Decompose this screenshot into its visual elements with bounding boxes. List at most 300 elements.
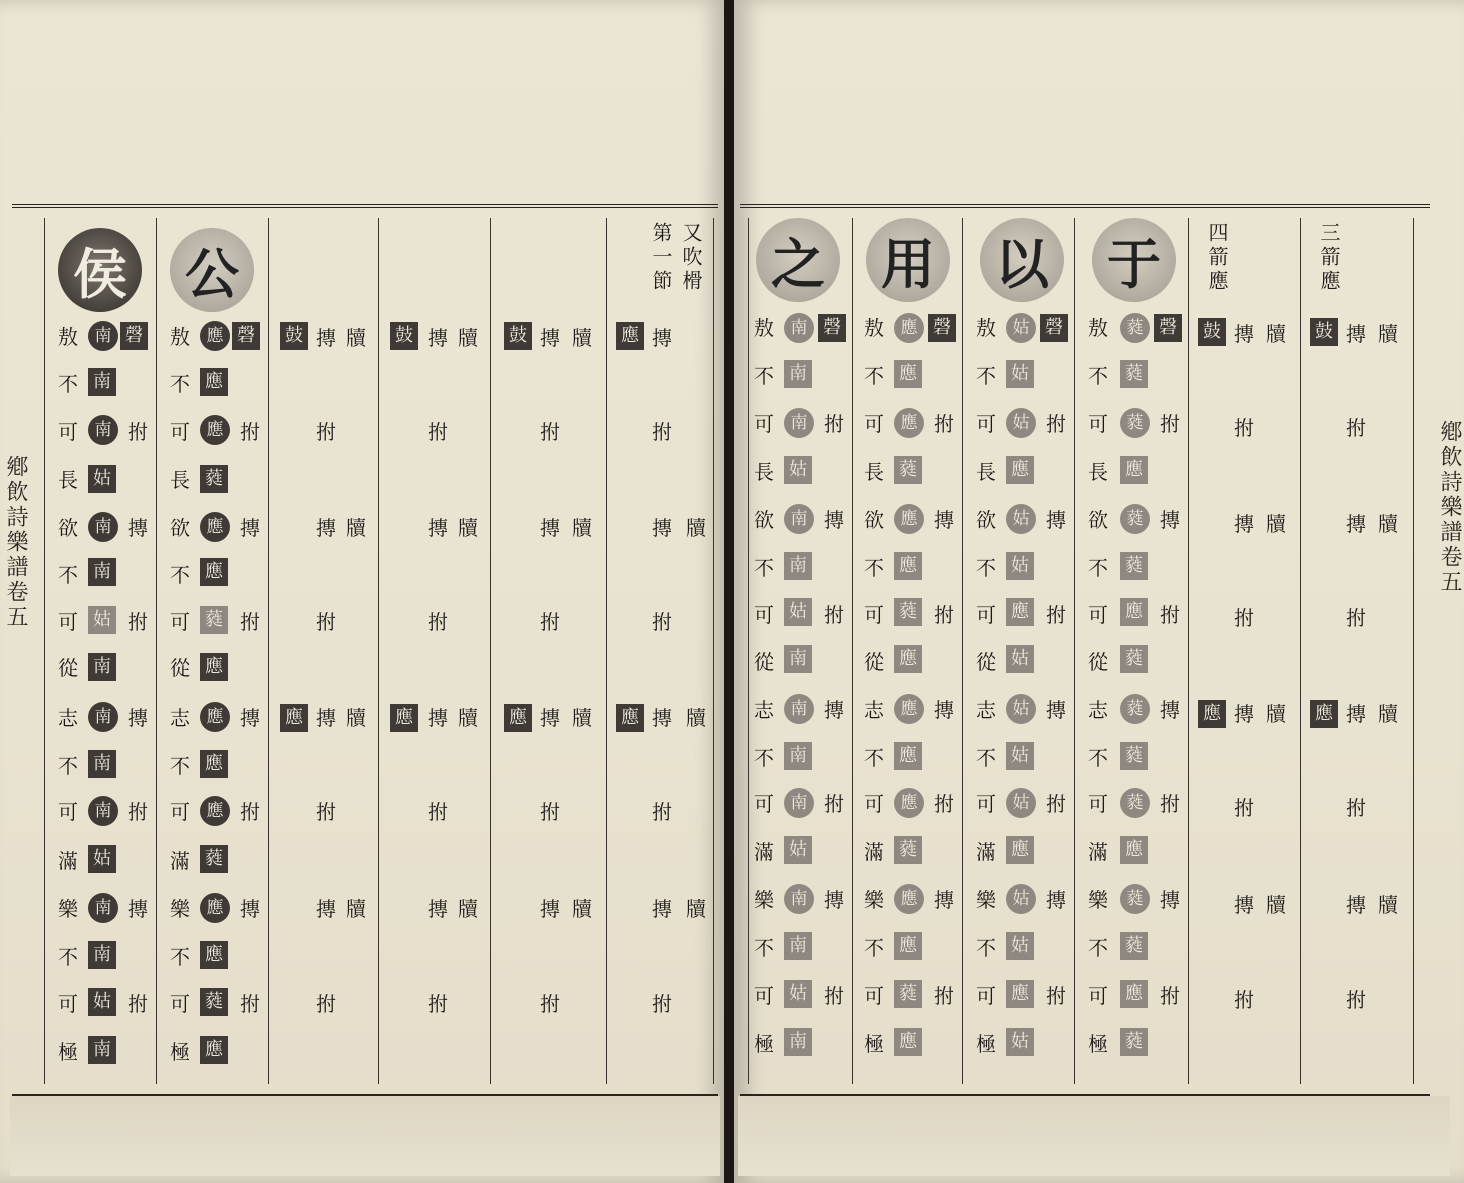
lyric: 不 <box>1088 364 1108 388</box>
note: 蕤 <box>200 845 228 873</box>
mark: 拊 <box>1046 984 1066 1008</box>
lyric: 可 <box>976 603 996 627</box>
right-bottom-band <box>738 1096 1450 1176</box>
lyric: 志 <box>1088 698 1108 722</box>
lyric: 志 <box>864 698 884 722</box>
note: 南 <box>88 368 116 396</box>
mark: 牘 <box>572 706 592 730</box>
lyric: 不 <box>170 945 190 969</box>
mark: 摶 <box>428 706 448 730</box>
mark: 拊 <box>824 792 844 816</box>
ying-box: 應 <box>616 704 644 732</box>
mark: 拊 <box>240 800 260 824</box>
note: 姑 <box>784 456 812 484</box>
head-box: 磬 <box>818 314 846 342</box>
note: 應 <box>200 1036 228 1064</box>
ying-box: 應 <box>504 704 532 732</box>
note: 蕤 <box>894 456 922 484</box>
note: 蕤 <box>1120 504 1150 534</box>
lyric: 不 <box>754 746 774 770</box>
lyric: 極 <box>170 1040 190 1064</box>
note: 南 <box>784 552 812 580</box>
mark: 拊 <box>1346 796 1366 820</box>
mark: 牘 <box>1378 322 1398 346</box>
lyric: 敖 <box>1088 316 1108 340</box>
lyric: 從 <box>170 656 190 680</box>
mark: 拊 <box>1160 603 1180 627</box>
lyric: 欲 <box>864 508 884 532</box>
note: 蕤 <box>894 598 922 626</box>
mark: 拊 <box>652 992 672 1016</box>
seal-zhi: 之 <box>756 218 840 302</box>
note: 南 <box>88 512 118 542</box>
lyric: 從 <box>1088 650 1108 674</box>
gu-box: 鼓 <box>280 322 308 350</box>
note: 姑 <box>1006 932 1034 960</box>
lyric: 不 <box>754 556 774 580</box>
gu-box: 鼓 <box>1198 318 1226 346</box>
note: 南 <box>784 504 814 534</box>
mark: 摶 <box>1234 512 1254 536</box>
mark: 牘 <box>572 897 592 921</box>
note: 姑 <box>1006 408 1036 438</box>
lyric: 不 <box>1088 556 1108 580</box>
note: 應 <box>200 941 228 969</box>
mark: 摶 <box>240 516 260 540</box>
lyric: 極 <box>754 1032 774 1056</box>
mark: 拊 <box>934 603 954 627</box>
mark: 拊 <box>652 420 672 444</box>
lyric: 可 <box>864 412 884 436</box>
lyric: 可 <box>976 412 996 436</box>
mark: 拊 <box>1234 796 1254 820</box>
mark: 摶 <box>1346 512 1366 536</box>
lyric: 可 <box>754 412 774 436</box>
mark: 牘 <box>1266 702 1286 726</box>
head-box: 磬 <box>1154 314 1182 342</box>
note: 應 <box>1120 598 1148 626</box>
mark: 拊 <box>1046 412 1066 436</box>
mark: 拊 <box>128 610 148 634</box>
ying-box: 應 <box>390 704 418 732</box>
lyric: 樂 <box>170 897 190 921</box>
seal-gong: 公 <box>170 228 254 312</box>
note: 應 <box>200 512 230 542</box>
lyric: 可 <box>976 792 996 816</box>
right-col-5 <box>1188 218 1301 1084</box>
mark: 拊 <box>428 610 448 634</box>
head-box: 磬 <box>928 314 956 342</box>
lyric: 樂 <box>976 888 996 912</box>
mark: 牘 <box>572 516 592 540</box>
note: 應 <box>200 321 230 351</box>
note: 蕤 <box>1120 408 1150 438</box>
note: 姑 <box>1006 788 1036 818</box>
lyric: 可 <box>1088 603 1108 627</box>
lyric: 不 <box>1088 746 1108 770</box>
mark: 牘 <box>458 897 478 921</box>
lyric: 滿 <box>976 840 996 864</box>
mark: 摶 <box>540 326 560 350</box>
lyric: 長 <box>58 468 78 492</box>
lyric: 可 <box>754 792 774 816</box>
mark: 拊 <box>934 792 954 816</box>
note: 蕤 <box>1120 884 1150 914</box>
mark: 拊 <box>1234 988 1254 1012</box>
mark: 拊 <box>316 800 336 824</box>
header-line-1: 又吹榾 <box>679 222 703 294</box>
note: 蕤 <box>1120 645 1148 673</box>
note: 應 <box>200 796 230 826</box>
mark: 拊 <box>1234 416 1254 440</box>
note: 蕤 <box>200 606 228 634</box>
note: 姑 <box>1006 360 1034 388</box>
mark: 牘 <box>1378 893 1398 917</box>
lyric: 長 <box>754 460 774 484</box>
mark: 拊 <box>824 412 844 436</box>
mark: 拊 <box>1346 988 1366 1012</box>
lyric: 極 <box>1088 1032 1108 1056</box>
lyric: 不 <box>976 936 996 960</box>
mark: 拊 <box>240 420 260 444</box>
mark: 摶 <box>1346 322 1366 346</box>
right-col-6 <box>1300 218 1414 1084</box>
ying-box: 應 <box>1198 700 1226 728</box>
mark: 拊 <box>240 992 260 1016</box>
mark: 摶 <box>824 698 844 722</box>
mark: 牘 <box>458 706 478 730</box>
note: 應 <box>894 884 924 914</box>
lyric: 敖 <box>170 325 190 349</box>
mark: 摶 <box>428 516 448 540</box>
left-side-label: 鄕飲詩樂譜卷五 <box>3 455 28 630</box>
mark: 摶 <box>652 326 672 350</box>
lyric: 不 <box>58 372 78 396</box>
note: 應 <box>894 552 922 580</box>
mark: 拊 <box>540 420 560 444</box>
lyric: 不 <box>864 556 884 580</box>
right-page <box>734 0 1464 1183</box>
note: 姑 <box>1006 1028 1034 1056</box>
note: 南 <box>88 702 118 732</box>
note: 姑 <box>1006 552 1034 580</box>
mark: 摶 <box>128 516 148 540</box>
note: 應 <box>894 645 922 673</box>
lyric: 可 <box>976 984 996 1008</box>
lyric: 志 <box>58 706 78 730</box>
mark: 摶 <box>934 698 954 722</box>
mark: 牘 <box>1266 322 1286 346</box>
lyric: 不 <box>58 945 78 969</box>
note: 應 <box>1006 836 1034 864</box>
mark: 牘 <box>686 706 706 730</box>
lyric: 不 <box>170 563 190 587</box>
mark: 摶 <box>240 706 260 730</box>
lyric: 欲 <box>170 516 190 540</box>
lyric: 不 <box>170 754 190 778</box>
lyric: 可 <box>1088 412 1108 436</box>
mark: 拊 <box>1346 416 1366 440</box>
mark: 拊 <box>1346 606 1366 630</box>
note: 南 <box>88 750 116 778</box>
lyric: 可 <box>754 984 774 1008</box>
note: 應 <box>200 558 228 586</box>
note: 南 <box>88 893 118 923</box>
mark: 摶 <box>316 706 336 730</box>
mark: 摶 <box>540 706 560 730</box>
lyric: 欲 <box>1088 508 1108 532</box>
lyric: 不 <box>58 754 78 778</box>
mark: 拊 <box>128 992 148 1016</box>
mark: 牘 <box>1378 702 1398 726</box>
note: 姑 <box>88 845 116 873</box>
gu-box: 鼓 <box>1310 318 1338 346</box>
lyric: 從 <box>976 650 996 674</box>
note: 應 <box>200 653 228 681</box>
mark: 牘 <box>686 897 706 921</box>
lyric: 志 <box>754 698 774 722</box>
lyric: 不 <box>864 746 884 770</box>
mark: 牘 <box>346 516 366 540</box>
note: 應 <box>200 893 230 923</box>
lyric: 極 <box>58 1040 78 1064</box>
lyric: 欲 <box>976 508 996 532</box>
lyric: 不 <box>976 556 996 580</box>
lyric: 可 <box>754 603 774 627</box>
note: 應 <box>894 1028 922 1056</box>
mark: 牘 <box>686 516 706 540</box>
lyric: 長 <box>976 460 996 484</box>
mark: 拊 <box>1046 603 1066 627</box>
note: 蕤 <box>1120 788 1150 818</box>
mark: 摶 <box>240 897 260 921</box>
mark: 拊 <box>824 603 844 627</box>
seal-hou: 侯 <box>58 228 142 312</box>
mark: 摶 <box>824 508 844 532</box>
lyric: 敖 <box>864 316 884 340</box>
note: 應 <box>1120 836 1148 864</box>
note: 南 <box>784 694 814 724</box>
gu-box: 鼓 <box>390 322 418 350</box>
note: 應 <box>200 702 230 732</box>
lyric: 可 <box>58 992 78 1016</box>
lyric: 滿 <box>1088 840 1108 864</box>
lyric: 樂 <box>58 897 78 921</box>
mark: 摶 <box>1234 893 1254 917</box>
note: 蕤 <box>200 465 228 493</box>
mark: 牘 <box>572 326 592 350</box>
lyric: 樂 <box>754 888 774 912</box>
mark: 拊 <box>1160 984 1180 1008</box>
note: 蕤 <box>1120 1028 1148 1056</box>
lyric: 可 <box>170 420 190 444</box>
lyric: 可 <box>58 800 78 824</box>
note: 蕤 <box>1120 313 1150 343</box>
note: 南 <box>88 415 118 445</box>
mark: 拊 <box>316 992 336 1016</box>
mark: 拊 <box>128 800 148 824</box>
note: 應 <box>894 408 924 438</box>
note: 蕤 <box>894 836 922 864</box>
note: 應 <box>894 504 924 534</box>
lyric: 可 <box>864 792 884 816</box>
mark: 摶 <box>540 516 560 540</box>
lyric: 可 <box>1088 984 1108 1008</box>
note: 姑 <box>88 988 116 1016</box>
lyric: 敖 <box>754 316 774 340</box>
mark: 摶 <box>1046 698 1066 722</box>
lyric: 不 <box>1088 936 1108 960</box>
right-side-label: 鄕飲詩樂譜卷五 <box>1437 420 1462 595</box>
mark: 摶 <box>1160 888 1180 912</box>
lyric: 從 <box>58 656 78 680</box>
lyric: 可 <box>170 800 190 824</box>
lyric: 不 <box>976 364 996 388</box>
note: 南 <box>784 408 814 438</box>
lyric: 不 <box>864 364 884 388</box>
note: 應 <box>200 750 228 778</box>
lyric: 敖 <box>58 325 78 349</box>
gu-box: 鼓 <box>504 322 532 350</box>
seal-yu: 于 <box>1092 218 1176 302</box>
note: 應 <box>894 742 922 770</box>
mark: 牘 <box>1378 512 1398 536</box>
note: 應 <box>1006 456 1034 484</box>
note: 姑 <box>88 606 116 634</box>
left-bottom-band <box>10 1096 720 1176</box>
mark: 摶 <box>1234 702 1254 726</box>
header-si-jian: 四箭應 <box>1205 222 1229 294</box>
lyric: 樂 <box>1088 888 1108 912</box>
note: 蕤 <box>1120 742 1148 770</box>
head-box: 磬 <box>1040 314 1068 342</box>
lyric: 不 <box>754 936 774 960</box>
mark: 摶 <box>652 706 672 730</box>
note: 姑 <box>1006 645 1034 673</box>
mark: 摶 <box>316 326 336 350</box>
note: 南 <box>784 360 812 388</box>
ying-box: 應 <box>616 322 644 350</box>
lyric: 敖 <box>976 316 996 340</box>
mark: 摶 <box>1160 698 1180 722</box>
note: 蕤 <box>894 980 922 1008</box>
note: 南 <box>784 788 814 818</box>
mark: 拊 <box>540 800 560 824</box>
note: 姑 <box>1006 884 1036 914</box>
mark: 摶 <box>428 897 448 921</box>
mark: 牘 <box>1266 893 1286 917</box>
mark: 摶 <box>1346 893 1366 917</box>
note: 應 <box>1006 980 1034 1008</box>
note: 姑 <box>784 836 812 864</box>
lyric: 可 <box>864 984 884 1008</box>
lyric: 滿 <box>864 840 884 864</box>
note: 姑 <box>1006 694 1036 724</box>
lyric: 從 <box>864 650 884 674</box>
note: 姑 <box>1006 504 1036 534</box>
lyric: 長 <box>864 460 884 484</box>
mark: 摶 <box>316 897 336 921</box>
note: 姑 <box>1006 742 1034 770</box>
mark: 摶 <box>824 888 844 912</box>
note: 應 <box>894 788 924 818</box>
mark: 摶 <box>1046 508 1066 532</box>
mark: 拊 <box>540 610 560 634</box>
note: 蕤 <box>1120 694 1150 724</box>
note: 南 <box>88 321 118 351</box>
note: 南 <box>784 1028 812 1056</box>
note: 應 <box>894 360 922 388</box>
note: 南 <box>784 932 812 960</box>
note: 姑 <box>1006 313 1036 343</box>
mark: 摶 <box>652 897 672 921</box>
mark: 拊 <box>934 984 954 1008</box>
lyric: 不 <box>170 372 190 396</box>
mark: 摶 <box>540 897 560 921</box>
lyric: 志 <box>170 706 190 730</box>
lyric: 滿 <box>170 849 190 873</box>
mark: 摶 <box>128 897 148 921</box>
note: 應 <box>894 313 924 343</box>
lyric: 可 <box>1088 792 1108 816</box>
mark: 拊 <box>428 420 448 444</box>
seal-yong: 用 <box>866 218 950 302</box>
note: 南 <box>88 941 116 969</box>
note: 蕤 <box>1120 552 1148 580</box>
note: 南 <box>88 796 118 826</box>
mark: 拊 <box>240 610 260 634</box>
mark: 拊 <box>1046 792 1066 816</box>
mark: 摶 <box>1234 322 1254 346</box>
mark: 拊 <box>428 992 448 1016</box>
mark: 拊 <box>652 800 672 824</box>
note: 應 <box>200 415 230 445</box>
note: 蕤 <box>1120 932 1148 960</box>
lyric: 可 <box>864 603 884 627</box>
mark: 牘 <box>346 326 366 350</box>
mark: 摶 <box>934 508 954 532</box>
mark: 牘 <box>346 706 366 730</box>
mark: 摶 <box>316 516 336 540</box>
col1-head-box: 磬 <box>120 322 148 350</box>
note: 南 <box>784 313 814 343</box>
mark: 拊 <box>1160 412 1180 436</box>
mark: 牘 <box>458 516 478 540</box>
mark: 牘 <box>458 326 478 350</box>
lyric: 長 <box>170 468 190 492</box>
note: 應 <box>200 368 228 396</box>
note: 南 <box>88 1036 116 1064</box>
mark: 拊 <box>428 800 448 824</box>
lyric: 可 <box>170 992 190 1016</box>
lyric: 不 <box>754 364 774 388</box>
lyric: 不 <box>58 563 78 587</box>
note: 南 <box>88 653 116 681</box>
note: 蕤 <box>200 988 228 1016</box>
lyric: 可 <box>170 610 190 634</box>
lyric: 滿 <box>58 849 78 873</box>
ying-box: 應 <box>1310 700 1338 728</box>
mark: 拊 <box>316 420 336 444</box>
mark: 拊 <box>934 412 954 436</box>
mark: 拊 <box>540 992 560 1016</box>
header-san-jian: 三箭應 <box>1317 222 1341 294</box>
header-line-2: 第一節 <box>649 222 673 294</box>
note: 蕤 <box>1120 360 1148 388</box>
lyric: 樂 <box>864 888 884 912</box>
mark: 牘 <box>346 897 366 921</box>
note: 應 <box>894 694 924 724</box>
